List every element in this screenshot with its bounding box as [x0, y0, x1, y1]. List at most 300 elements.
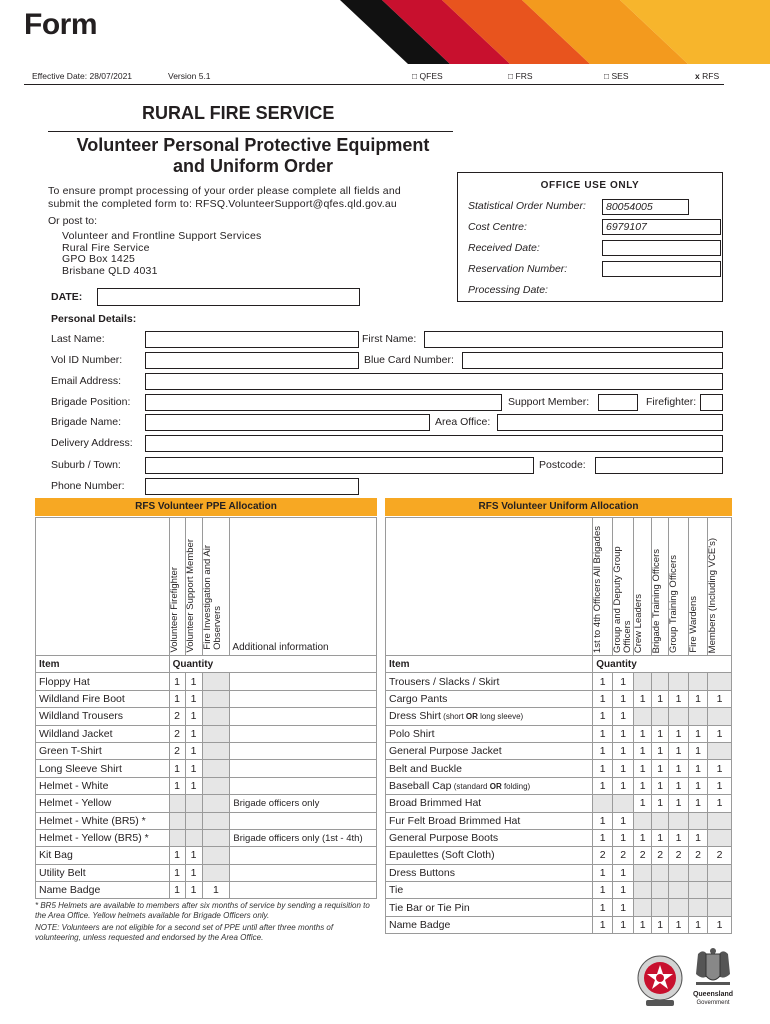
- ppe-qty-support[interactable]: 1: [185, 760, 202, 777]
- agency-label: FRS: [515, 71, 533, 81]
- uniform-row: [386, 795, 732, 812]
- cost-centre-label: Cost Centre:: [468, 221, 527, 233]
- ppe-qty-fire-investigation[interactable]: [202, 760, 230, 777]
- address-line: Brisbane QLD 4031: [62, 264, 158, 277]
- ppe-additional-info[interactable]: [230, 690, 377, 707]
- ppe-qty-fire-investigation[interactable]: [202, 812, 230, 829]
- support-member-field[interactable]: [598, 394, 638, 411]
- uniform-row: [386, 864, 732, 881]
- uniform-item-name: [386, 916, 593, 933]
- address-line: Rural Fire Service: [62, 241, 150, 254]
- ppe-item-name: Helmet - Yellow (BR5) *: [36, 829, 170, 846]
- uniform-col-header: [634, 518, 652, 656]
- ppe-qty-firefighter[interactable]: 1: [169, 847, 185, 864]
- form-title: Form: [24, 8, 97, 41]
- uniform-qty-cell[interactable]: [669, 882, 689, 899]
- uniform-qty-cell[interactable]: 1: [593, 673, 613, 690]
- uniform-qty-cell[interactable]: 1: [634, 725, 652, 742]
- ppe-row: [36, 812, 377, 829]
- ppe-qty-support[interactable]: 1: [185, 882, 202, 899]
- ppe-qty-support[interactable]: 1: [185, 725, 202, 742]
- ppe-qty-support[interactable]: 1: [185, 742, 202, 759]
- uniform-row: [386, 777, 732, 794]
- uniform-qty-cell[interactable]: 1: [593, 777, 613, 794]
- ppe-qty-firefighter[interactable]: 2: [169, 708, 185, 725]
- uniform-item-note-part: (short: [443, 712, 466, 722]
- ppe-qty-firefighter[interactable]: 1: [169, 864, 185, 881]
- uniform-qty-cell[interactable]: 1: [593, 916, 613, 933]
- uniform-item-name: [386, 847, 593, 864]
- ppe-section-heading: RFS Volunteer PPE Allocation: [35, 498, 377, 516]
- phone-field[interactable]: [145, 478, 359, 495]
- uniform-qty-cell[interactable]: 1: [593, 899, 613, 916]
- uniform-qty-cell[interactable]: [652, 673, 669, 690]
- uniform-item-label: Belt and Buckle: [389, 762, 462, 775]
- uniform-qty-cell[interactable]: [634, 708, 652, 725]
- uniform-qty-cell[interactable]: 1: [708, 777, 732, 794]
- brigade-position-label: Brigade Position:: [51, 396, 131, 408]
- uniform-qty-cell[interactable]: 1: [669, 760, 689, 777]
- ppe-qty-firefighter[interactable]: 1: [169, 760, 185, 777]
- uniform-row: [386, 899, 732, 916]
- brigade-position-field[interactable]: [145, 394, 502, 411]
- uniform-qty-cell[interactable]: [669, 899, 689, 916]
- uniform-qty-cell[interactable]: [634, 899, 652, 916]
- ppe-additional-info[interactable]: [230, 882, 377, 899]
- ppe-table: [35, 517, 377, 899]
- ppe-item-name: Name Badge: [36, 882, 170, 899]
- uniform-item-label: Trousers / Slacks / Skirt: [389, 675, 500, 688]
- uniform-item-label: Name Badge: [389, 919, 451, 932]
- uniform-qty-cell[interactable]: 2: [634, 847, 652, 864]
- uniform-qty-cell[interactable]: 1: [652, 777, 669, 794]
- uniform-item-name: [386, 742, 593, 759]
- uniform-qty-cell[interactable]: [689, 708, 708, 725]
- uniform-qty-cell[interactable]: 1: [593, 742, 613, 759]
- uniform-qty-cell[interactable]: 1: [652, 760, 669, 777]
- date-field[interactable]: [97, 288, 360, 306]
- uniform-qty-cell[interactable]: 1: [593, 882, 613, 899]
- uniform-qty-cell[interactable]: 1: [652, 829, 669, 846]
- uniform-row: [386, 690, 732, 707]
- intro-line-1: To ensure prompt processing of your order please complete all fields and: [48, 185, 401, 197]
- first-name-field[interactable]: [424, 331, 723, 348]
- ppe-item-name: Wildland Fire Boot: [36, 690, 170, 707]
- uniform-qty-cell[interactable]: [708, 742, 732, 759]
- agency-ses[interactable]: [604, 71, 629, 81]
- uniform-qty-cell[interactable]: 1: [669, 777, 689, 794]
- uniform-qty-cell[interactable]: 1: [652, 795, 669, 812]
- ppe-qty-support[interactable]: [185, 812, 202, 829]
- agency-label: SES: [611, 71, 629, 81]
- uniform-item-name: [386, 864, 593, 881]
- uniform-qty-cell[interactable]: 1: [689, 725, 708, 742]
- uniform-qty-cell[interactable]: 1: [652, 690, 669, 707]
- uniform-qty-cell[interactable]: 1: [613, 760, 634, 777]
- ppe-qty-firefighter[interactable]: [169, 812, 185, 829]
- delivery-address-field[interactable]: [145, 435, 723, 452]
- ppe-qty-support[interactable]: 1: [185, 847, 202, 864]
- agency-rfs[interactable]: [695, 71, 719, 81]
- uniform-row: [386, 847, 732, 864]
- uniform-table: [385, 517, 732, 934]
- uniform-col-label: Fire Wardens: [688, 596, 700, 653]
- uniform-item-name: [386, 760, 593, 777]
- uniform-qty-cell[interactable]: 1: [593, 760, 613, 777]
- uniform-col-header: [613, 518, 634, 656]
- uniform-item-name: [386, 708, 593, 725]
- uniform-qty-cell[interactable]: [652, 812, 669, 829]
- uniform-qty-cell[interactable]: 1: [689, 777, 708, 794]
- postcode-field[interactable]: [595, 457, 723, 474]
- uniform-qty-cell[interactable]: 1: [634, 916, 652, 933]
- uniform-qty-cell[interactable]: 1: [669, 916, 689, 933]
- uniform-qty-cell[interactable]: [634, 864, 652, 881]
- uniform-item-label: Broad Brimmed Hat: [389, 797, 482, 810]
- uniform-qty-cell[interactable]: 1: [708, 795, 732, 812]
- office-use-box: [457, 172, 723, 302]
- received-date-field[interactable]: [602, 240, 721, 256]
- ppe-row: [36, 882, 377, 899]
- effective-date: Effective Date: 28/07/2021: [32, 71, 133, 81]
- uniform-qty-cell[interactable]: [689, 812, 708, 829]
- office-use-heading: OFFICE USE ONLY: [540, 180, 640, 191]
- uniform-qty-cell[interactable]: 1: [689, 916, 708, 933]
- ppe-qty-support[interactable]: [185, 795, 202, 812]
- uniform-qty-cell[interactable]: 1: [613, 708, 634, 725]
- ppe-qty-firefighter[interactable]: [169, 829, 185, 846]
- uniform-col-label: Brigade Training Officers: [651, 548, 663, 653]
- uniform-item-label: Epaulettes (Soft Cloth): [389, 849, 495, 862]
- uniform-qty-cell[interactable]: 1: [593, 812, 613, 829]
- last-name-label: Last Name:: [51, 333, 105, 345]
- ppe-additional-info[interactable]: Brigade officers only (1st - 4th): [230, 829, 377, 846]
- uniform-row: [386, 829, 732, 846]
- uniform-qty-cell[interactable]: 1: [613, 899, 634, 916]
- uniform-qty-cell[interactable]: 1: [593, 708, 613, 725]
- uniform-qty-cell[interactable]: 1: [634, 777, 652, 794]
- ppe-note-eligibility: NOTE: Volunteers are not eligible for a second set of PPE until after three months of volunteering, unless requested and endorsed by the Area Office.: [35, 923, 334, 942]
- ppe-additional-info[interactable]: [230, 777, 377, 794]
- suburb-label: Suburb / Town:: [51, 459, 121, 471]
- agency-qfes[interactable]: [412, 71, 443, 81]
- uniform-item-name: [386, 899, 593, 916]
- ppe-item-header: Item: [36, 656, 170, 673]
- ppe-additional-info[interactable]: [230, 812, 377, 829]
- delivery-address-label: Delivery Address:: [51, 437, 133, 449]
- uniform-item-name: [386, 690, 593, 707]
- ppe-row: [36, 847, 377, 864]
- uniform-row: [386, 812, 732, 829]
- uniform-qty-cell[interactable]: 2: [689, 847, 708, 864]
- uniform-item-note-part: long sleeve): [477, 712, 524, 722]
- uniform-qty-cell[interactable]: [708, 882, 732, 899]
- uniform-qty-cell[interactable]: [613, 795, 634, 812]
- uniform-qty-cell[interactable]: 1: [669, 795, 689, 812]
- uniform-qty-cell[interactable]: 1: [593, 829, 613, 846]
- suburb-field[interactable]: [145, 457, 534, 474]
- ppe-additional-info[interactable]: [230, 760, 377, 777]
- organisation-name: RURAL FIRE SERVICE: [142, 103, 335, 123]
- uniform-qty-cell[interactable]: [689, 673, 708, 690]
- uniform-qty-cell[interactable]: 1: [652, 725, 669, 742]
- uniform-qty-cell[interactable]: 1: [669, 725, 689, 742]
- ppe-item-name: Green T-Shirt: [36, 742, 170, 759]
- ppe-row: [36, 864, 377, 881]
- ppe-row: [36, 690, 377, 707]
- post-to-label: Or post to:: [48, 215, 98, 227]
- uniform-qty-cell[interactable]: [689, 899, 708, 916]
- uniform-qty-cell[interactable]: [689, 864, 708, 881]
- uniform-qty-cell[interactable]: 1: [613, 742, 634, 759]
- brigade-name-field[interactable]: [145, 414, 430, 431]
- rfs-emblem-icon: [636, 952, 684, 1010]
- ppe-qty-firefighter[interactable]: 1: [169, 777, 185, 794]
- uniform-header-blank: [386, 518, 593, 656]
- last-name-field[interactable]: [145, 331, 359, 348]
- uniform-item-label: General Purpose Boots: [389, 832, 499, 845]
- uniform-qty-cell[interactable]: [652, 708, 669, 725]
- uniform-item-name: [386, 725, 593, 742]
- ppe-additional-info[interactable]: [230, 742, 377, 759]
- ppe-item-name: Helmet - Yellow: [36, 795, 170, 812]
- uniform-qty-cell[interactable]: 1: [708, 916, 732, 933]
- version: Version 5.1: [168, 71, 211, 81]
- uniform-qty-cell[interactable]: [634, 812, 652, 829]
- uniform-qty-cell[interactable]: [708, 708, 732, 725]
- support-member-label: Support Member:: [508, 396, 590, 408]
- intro-line-2: submit the completed form to: RFSQ.VolunteerSupport@qfes.qld.gov.au: [48, 197, 397, 210]
- ppe-col-additional-info: Additional information: [230, 518, 377, 656]
- uniform-qty-cell[interactable]: 1: [708, 760, 732, 777]
- ppe-additional-info[interactable]: Brigade officers only: [230, 795, 377, 812]
- agency-frs[interactable]: [508, 71, 533, 81]
- uniform-item-name: [386, 795, 593, 812]
- email-field[interactable]: [145, 373, 723, 390]
- email-label: Email Address:: [51, 375, 122, 387]
- uniform-col-label: Members (Including VCE's): [707, 537, 719, 653]
- ppe-item-name: Long Sleeve Shirt: [36, 760, 170, 777]
- first-name-label: First Name:: [362, 333, 417, 345]
- uniform-qty-cell[interactable]: [652, 899, 669, 916]
- uniform-qty-cell[interactable]: 1: [613, 690, 634, 707]
- ppe-qty-fire-investigation[interactable]: [202, 777, 230, 794]
- address-line: Volunteer and Frontline Support Services: [62, 230, 262, 242]
- ppe-qty-firefighter[interactable]: 1: [169, 882, 185, 899]
- ppe-qty-support[interactable]: 1: [185, 673, 202, 690]
- ppe-additional-info[interactable]: [230, 864, 377, 881]
- uniform-qty-cell[interactable]: 1: [634, 829, 652, 846]
- uniform-qty-cell[interactable]: 1: [689, 829, 708, 846]
- uniform-col-header: [708, 518, 732, 656]
- ppe-qty-firefighter[interactable]: 1: [169, 673, 185, 690]
- uniform-qty-cell[interactable]: 1: [652, 916, 669, 933]
- uniform-qty-cell[interactable]: 2: [652, 847, 669, 864]
- uniform-qty-cell[interactable]: 1: [652, 742, 669, 759]
- uniform-item-label: General Purpose Jacket: [389, 745, 502, 758]
- uniform-qty-cell[interactable]: 1: [669, 690, 689, 707]
- ppe-qty-fire-investigation[interactable]: [202, 725, 230, 742]
- cost-centre-field[interactable]: 6979107: [602, 219, 721, 235]
- uniform-qty-cell[interactable]: [689, 882, 708, 899]
- area-office-label: Area Office:: [435, 416, 491, 428]
- ppe-additional-info[interactable]: [230, 708, 377, 725]
- uniform-qty-cell[interactable]: 1: [613, 777, 634, 794]
- blue-card-label: Blue Card Number:: [364, 354, 454, 366]
- ppe-qty-fire-investigation[interactable]: [202, 708, 230, 725]
- uniform-col-label: Crew Leaders: [633, 593, 645, 653]
- uniform-qty-cell[interactable]: 1: [669, 742, 689, 759]
- ppe-qty-fire-investigation[interactable]: [202, 742, 230, 759]
- uniform-qty-cell[interactable]: 2: [669, 847, 689, 864]
- agency-label: QFES: [419, 71, 443, 81]
- uniform-qty-cell[interactable]: 2: [593, 847, 613, 864]
- ppe-qty-fire-investigation[interactable]: [202, 864, 230, 881]
- uniform-qty-cell[interactable]: 1: [593, 864, 613, 881]
- ppe-item-name: Floppy Hat: [36, 673, 170, 690]
- uniform-qty-cell[interactable]: [708, 864, 732, 881]
- ppe-qty-fire-investigation[interactable]: [202, 847, 230, 864]
- uniform-qty-cell[interactable]: [634, 673, 652, 690]
- ppe-qty-firefighter[interactable]: 2: [169, 742, 185, 759]
- uniform-qty-cell[interactable]: [708, 673, 732, 690]
- ppe-item-name: Helmet - White: [36, 777, 170, 794]
- uniform-qty-cell[interactable]: [708, 829, 732, 846]
- uniform-qty-cell[interactable]: 1: [689, 742, 708, 759]
- reservation-number-field[interactable]: [602, 261, 721, 277]
- ppe-qty-fire-investigation[interactable]: [202, 795, 230, 812]
- ppe-subheader-row: [36, 656, 377, 673]
- uniform-item-label: Cargo Pants: [389, 692, 448, 705]
- uniform-qty-cell[interactable]: 1: [689, 795, 708, 812]
- uniform-qty-cell[interactable]: 1: [708, 725, 732, 742]
- uniform-qty-cell[interactable]: [634, 882, 652, 899]
- uniform-qty-cell[interactable]: [652, 864, 669, 881]
- uniform-qty-cell[interactable]: 1: [634, 795, 652, 812]
- phone-label: Phone Number:: [51, 480, 125, 492]
- uniform-qty-cell[interactable]: 1: [634, 690, 652, 707]
- uniform-item-label: Dress Shirt: [389, 710, 441, 723]
- ppe-col-label: Volunteer Support Member: [184, 539, 196, 653]
- uniform-qty-cell[interactable]: [708, 899, 732, 916]
- uniform-qty-cell[interactable]: 1: [593, 690, 613, 707]
- vol-id-field[interactable]: [145, 352, 359, 369]
- firefighter-field[interactable]: [700, 394, 723, 411]
- title-divider: [48, 131, 453, 132]
- uniform-qty-cell[interactable]: [669, 708, 689, 725]
- uniform-qty-cell[interactable]: 2: [613, 847, 634, 864]
- ppe-header-blank: [36, 518, 170, 656]
- uniform-qty-cell[interactable]: 1: [634, 742, 652, 759]
- uniform-row: [386, 708, 732, 725]
- ppe-additional-info[interactable]: [230, 673, 377, 690]
- uniform-item-note: [441, 712, 523, 721]
- uniform-qty-cell[interactable]: 1: [613, 916, 634, 933]
- uniform-item-label: Fur Felt Broad Brimmed Hat: [389, 814, 521, 827]
- uniform-qty-cell[interactable]: [708, 812, 732, 829]
- ppe-qty-fire-investigation[interactable]: 1: [202, 882, 230, 899]
- uniform-item-name: [386, 777, 593, 794]
- ppe-item-name: Helmet - White (BR5) *: [36, 812, 170, 829]
- ppe-qty-fire-investigation[interactable]: [202, 690, 230, 707]
- checkbox-qfes[interactable]: □: [412, 71, 418, 81]
- uniform-qty-cell[interactable]: 1: [613, 882, 634, 899]
- ppe-qty-support[interactable]: 1: [185, 708, 202, 725]
- uniform-item-label: Tie Bar or Tie Pin: [389, 901, 470, 914]
- queensland-government-crest-icon: [690, 946, 736, 1012]
- uniform-col-header: [652, 518, 669, 656]
- document-title: [48, 135, 458, 177]
- uniform-item-name: [386, 673, 593, 690]
- uniform-qty-cell[interactable]: [593, 795, 613, 812]
- ppe-qty-support[interactable]: 1: [185, 777, 202, 794]
- ppe-qty-support[interactable]: 1: [185, 864, 202, 881]
- uniform-qty-cell[interactable]: 1: [689, 760, 708, 777]
- ppe-col-support: [185, 518, 202, 656]
- uniform-qty-cell[interactable]: 2: [708, 847, 732, 864]
- uniform-qty-cell[interactable]: 1: [689, 690, 708, 707]
- ppe-additional-info[interactable]: [230, 847, 377, 864]
- uniform-col-header: [593, 518, 613, 656]
- processing-date-label: Processing Date:: [468, 284, 548, 296]
- uniform-qty-cell[interactable]: [669, 864, 689, 881]
- ppe-qty-firefighter[interactable]: [169, 795, 185, 812]
- uniform-item-name: [386, 812, 593, 829]
- postal-address: [62, 231, 261, 277]
- header-divider: [24, 84, 724, 85]
- ppe-qty-fire-investigation[interactable]: [202, 829, 230, 846]
- checkbox-ses[interactable]: □: [604, 71, 610, 81]
- qld-logo-text-2: Government: [696, 1000, 730, 1006]
- uniform-qty-cell[interactable]: 1: [613, 829, 634, 846]
- uniform-qty-cell[interactable]: 1: [708, 690, 732, 707]
- ppe-qty-firefighter[interactable]: 1: [169, 690, 185, 707]
- area-office-field[interactable]: [497, 414, 723, 431]
- uniform-item-note-part: OR: [489, 781, 502, 791]
- uniform-row: [386, 916, 732, 933]
- checkbox-rfs[interactable]: x: [695, 71, 700, 81]
- uniform-item-note-part: OR: [465, 712, 478, 722]
- ppe-qty-fire-investigation[interactable]: [202, 673, 230, 690]
- statistical-order-field[interactable]: 80054005: [602, 199, 689, 215]
- uniform-qty-cell[interactable]: [669, 673, 689, 690]
- uniform-qty-cell[interactable]: [669, 812, 689, 829]
- uniform-item-label: Baseball Cap: [389, 779, 452, 792]
- ppe-qty-support[interactable]: [185, 829, 202, 846]
- uniform-qty-cell[interactable]: 1: [613, 864, 634, 881]
- ppe-header-row: [36, 518, 377, 656]
- ppe-qty-support[interactable]: 1: [185, 690, 202, 707]
- ppe-col-label: Observers: [211, 606, 223, 650]
- uniform-qty-cell[interactable]: 1: [613, 812, 634, 829]
- ppe-col-label: Fire Investigation and Air: [201, 545, 213, 650]
- ppe-qty-firefighter[interactable]: 2: [169, 725, 185, 742]
- ppe-additional-info[interactable]: [230, 725, 377, 742]
- uniform-item-label: Polo Shirt: [389, 727, 435, 740]
- checkbox-frs[interactable]: □: [508, 71, 514, 81]
- uniform-qty-cell[interactable]: [652, 882, 669, 899]
- uniform-item-name: [386, 882, 593, 899]
- uniform-item-note: [451, 782, 530, 791]
- uniform-qty-cell[interactable]: 1: [613, 725, 634, 742]
- uniform-item-note-part: (standard: [453, 781, 490, 791]
- uniform-qty-cell[interactable]: 1: [613, 673, 634, 690]
- uniform-qty-cell[interactable]: 1: [593, 725, 613, 742]
- ppe-row: [36, 725, 377, 742]
- uniform-qty-cell[interactable]: 1: [634, 760, 652, 777]
- uniform-qty-cell[interactable]: 1: [669, 829, 689, 846]
- blue-card-field[interactable]: [462, 352, 723, 369]
